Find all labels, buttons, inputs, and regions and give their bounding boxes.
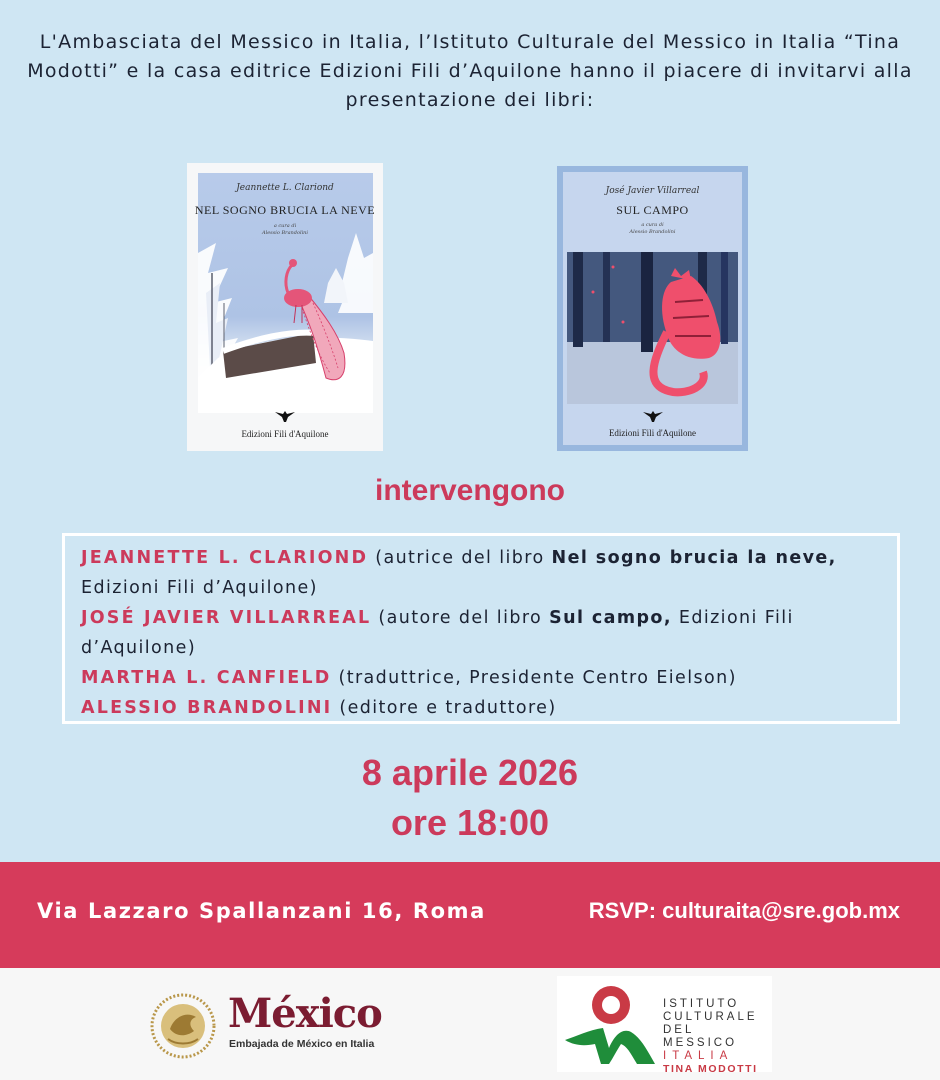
speakers-heading: intervengono xyxy=(374,474,565,507)
venue-address: Via Lazzaro Spallanzani 16, Roma xyxy=(37,899,486,923)
speaker-entry xyxy=(81,543,881,603)
speaker-role: (autrice del libro xyxy=(368,548,552,568)
book-curator-label: a cura di xyxy=(641,222,664,228)
mexico-wordmark: México xyxy=(228,990,382,1037)
book-title: SUL CAMPO xyxy=(616,203,689,217)
footer-logos xyxy=(0,968,940,1080)
speaker-book-title: Sul campo, xyxy=(549,608,672,628)
venue-band xyxy=(0,862,940,968)
publisher-eagle-icon xyxy=(275,409,295,423)
speaker-publisher: Edizioni Fili d’Aquilone) xyxy=(81,608,794,658)
book-cover-nel-sogno xyxy=(187,163,383,451)
event-datetime xyxy=(0,748,940,848)
istituto-culturale-logo xyxy=(557,976,772,1075)
book-curator-name: Alessio Brandolini xyxy=(629,229,676,235)
rsvp-email[interactable]: RSVP: culturaita@sre.gob.mx xyxy=(588,898,900,923)
speaker-name: MARTHA L. CANFIELD xyxy=(81,668,332,688)
event-date: 8 aprile 2026 xyxy=(361,752,579,793)
speaker-entry xyxy=(81,693,881,723)
istituto-name xyxy=(663,998,772,1076)
istituto-line: CULTURALE xyxy=(663,1011,758,1023)
speaker-publisher: Edizioni Fili d’Aquilone) xyxy=(81,578,318,598)
istituto-line: ISTITUTO xyxy=(663,998,740,1010)
mexico-coat-of-arms-icon xyxy=(150,993,216,1059)
book-title: NEL SOGNO BRUCIA LA NEVE xyxy=(194,203,376,217)
speaker-entry xyxy=(81,663,881,693)
istituto-line: DEL MESSICO xyxy=(663,1024,738,1049)
speakers-box xyxy=(62,533,900,724)
istituto-line: TINA MODOTTI xyxy=(663,1063,758,1075)
book-publisher: Edizioni Fili d'Aquilone xyxy=(241,429,329,439)
speaker-name: JOSÉ JAVIER VILLARREAL xyxy=(81,608,372,628)
speaker-name: JEANNETTE L. CLARIOND xyxy=(81,548,369,568)
speaker-role: (autore del libro xyxy=(371,608,550,628)
event-time: ore 18:00 xyxy=(390,802,550,843)
book-author: José Javier Villarreal xyxy=(605,186,700,196)
book-publisher: Edizioni Fili d'Aquilone xyxy=(608,428,697,438)
embassy-label: Embajada de México en Italia xyxy=(229,1038,375,1050)
speaker-role: (traduttrice, Presidente Centro Eielson) xyxy=(331,668,737,688)
speaker-book-title: Nel sogno brucia la neve, xyxy=(551,548,837,568)
book-curator-label: a cura di xyxy=(273,223,297,229)
book-author: Jeannette L. Clariond xyxy=(236,183,334,193)
speaker-name: ALESSIO BRANDOLINI xyxy=(81,698,333,718)
speaker-role: (editore e traduttore) xyxy=(332,698,557,718)
istituto-emblem-icon xyxy=(563,984,658,1068)
invitation-text: L'Ambasciata del Messico in Italia, l’Istituto Culturale del Messico in Italia “Tina Modotti” e la casa editrice Edizioni Fili d’Aquilone hanno il piacere di invitarvi alla presentazione dei libri: xyxy=(27,31,913,111)
book-cover-sul-campo xyxy=(557,166,748,451)
speaker-entry xyxy=(81,603,881,663)
book-curator-name: Alessio Brandolini xyxy=(262,230,308,236)
publisher-eagle-icon xyxy=(643,409,663,423)
istituto-line: ITALIA xyxy=(663,1050,734,1062)
